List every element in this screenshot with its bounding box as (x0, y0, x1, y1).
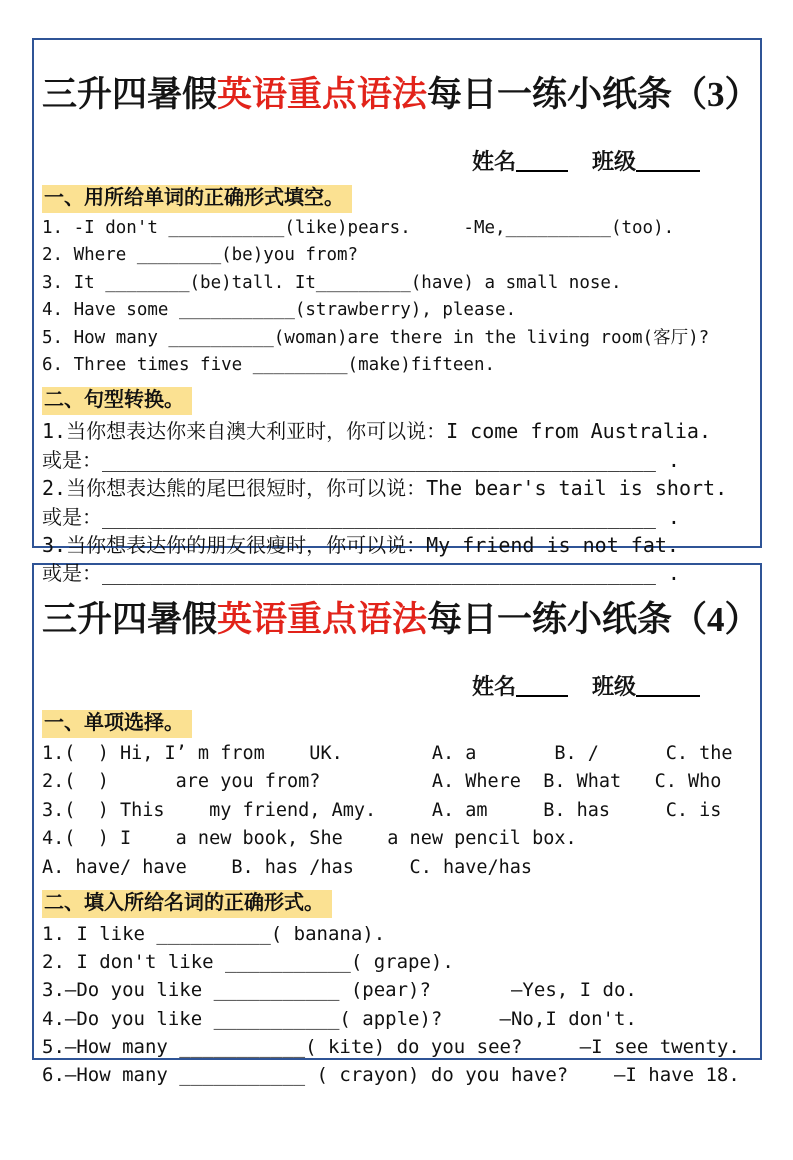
question-line: 1. -I don't ___________(like)pears. -Me,__________(too). (42, 217, 675, 238)
section-header-highlight: 一、用所给单词的正确形式填空。 (42, 185, 352, 213)
question-line: 4. Have some ___________(strawberry), please. (42, 300, 517, 321)
answer-blank-line: 或是：______________________________________________ . (42, 447, 680, 472)
page-title (42, 594, 760, 646)
question-line: 5. How many __________(woman)are there in the living room(客厅)? (42, 327, 710, 348)
question-line: 4.( ) I a new book, She a new pencil box. (42, 828, 577, 850)
question-line: 5.—How many ___________( kite) do you see? —I see twenty. (42, 1035, 740, 1058)
name-class-line (42, 670, 752, 702)
question-line: 3. It ________(be)tall. It_________(have) a small nose. (42, 272, 622, 293)
section-header-highlight: 一、单项选择。 (42, 710, 192, 738)
section-header (42, 387, 752, 415)
section-header (42, 890, 752, 918)
question-line: 1.当你想表达你来自澳大利亚时，你可以说：I come from Australia. (42, 419, 711, 444)
name-label: 姓名 (471, 673, 516, 699)
section-multiple-choice (42, 710, 752, 882)
class-label: 班级 (591, 673, 636, 699)
question-line: 1.( ) Hi, I’ m from UK. A. a B. / C. the (42, 742, 733, 764)
title-red-highlight: 英语重点语法 (217, 600, 428, 640)
section-sentence-transformation (42, 387, 752, 587)
title-black-prefix: 三升四暑假 (42, 600, 218, 640)
question-line: 6. Three times five _________(make)fifteen. (42, 354, 496, 375)
name-blank (516, 673, 568, 697)
class-blank (636, 673, 700, 697)
question-line: 2. I don't like ___________( grape). (42, 951, 454, 974)
question-line: 1. I like __________( banana). (42, 922, 386, 945)
question-line: 2. Where ________(be)you from? (42, 245, 359, 266)
question-line: 3.当你想表达你的朋友很瘦时，你可以说：My friend is not fat. (42, 532, 679, 557)
worksheet-card-3 (32, 38, 762, 586)
title-black-prefix: 三升四暑假 (42, 75, 218, 115)
section-fill-correct-form (42, 185, 752, 379)
section-header (42, 710, 752, 738)
name-blank (516, 148, 568, 172)
page-title (42, 69, 760, 121)
question-line: 3.( ) This my friend, Amy. A. am B. has C. is (42, 799, 722, 821)
question-line: 4.—Do you like ___________( apple)? —No,I don't. (42, 1007, 637, 1030)
answer-blank-line: 或是：______________________________________________ . (42, 561, 680, 586)
question-line: 6.—How many ___________ ( crayon) do you have? —I have 18. (42, 1063, 740, 1086)
question-line: 3.—Do you like ___________ (pear)? —Yes, I do. (42, 979, 637, 1002)
section-header (42, 185, 752, 213)
section-noun-correct-form (42, 890, 752, 1089)
class-blank (636, 148, 700, 172)
title-red-highlight: 英语重点语法 (217, 75, 428, 115)
section-header-highlight: 二、句型转换。 (42, 387, 192, 415)
title-black-suffix: 每日一练小纸条（4） (427, 600, 760, 640)
question-line: 2.当你想表达熊的尾巴很短时，你可以说：The bear's tail is short. (42, 476, 728, 501)
options-line: A. have/ have B. has /has C. have/has (42, 856, 533, 878)
answer-blank-line: 或是：______________________________________________ . (42, 504, 680, 529)
question-line: 2.( ) are you from? A. Where B. What C. Who (42, 771, 722, 793)
name-label: 姓名 (471, 148, 516, 174)
section-header-highlight: 二、填入所给名词的正确形式。 (42, 890, 332, 918)
worksheet-card-4 (32, 563, 762, 1086)
class-label: 班级 (591, 148, 636, 174)
title-black-suffix: 每日一练小纸条（3） (427, 75, 760, 115)
name-class-line (42, 145, 752, 177)
